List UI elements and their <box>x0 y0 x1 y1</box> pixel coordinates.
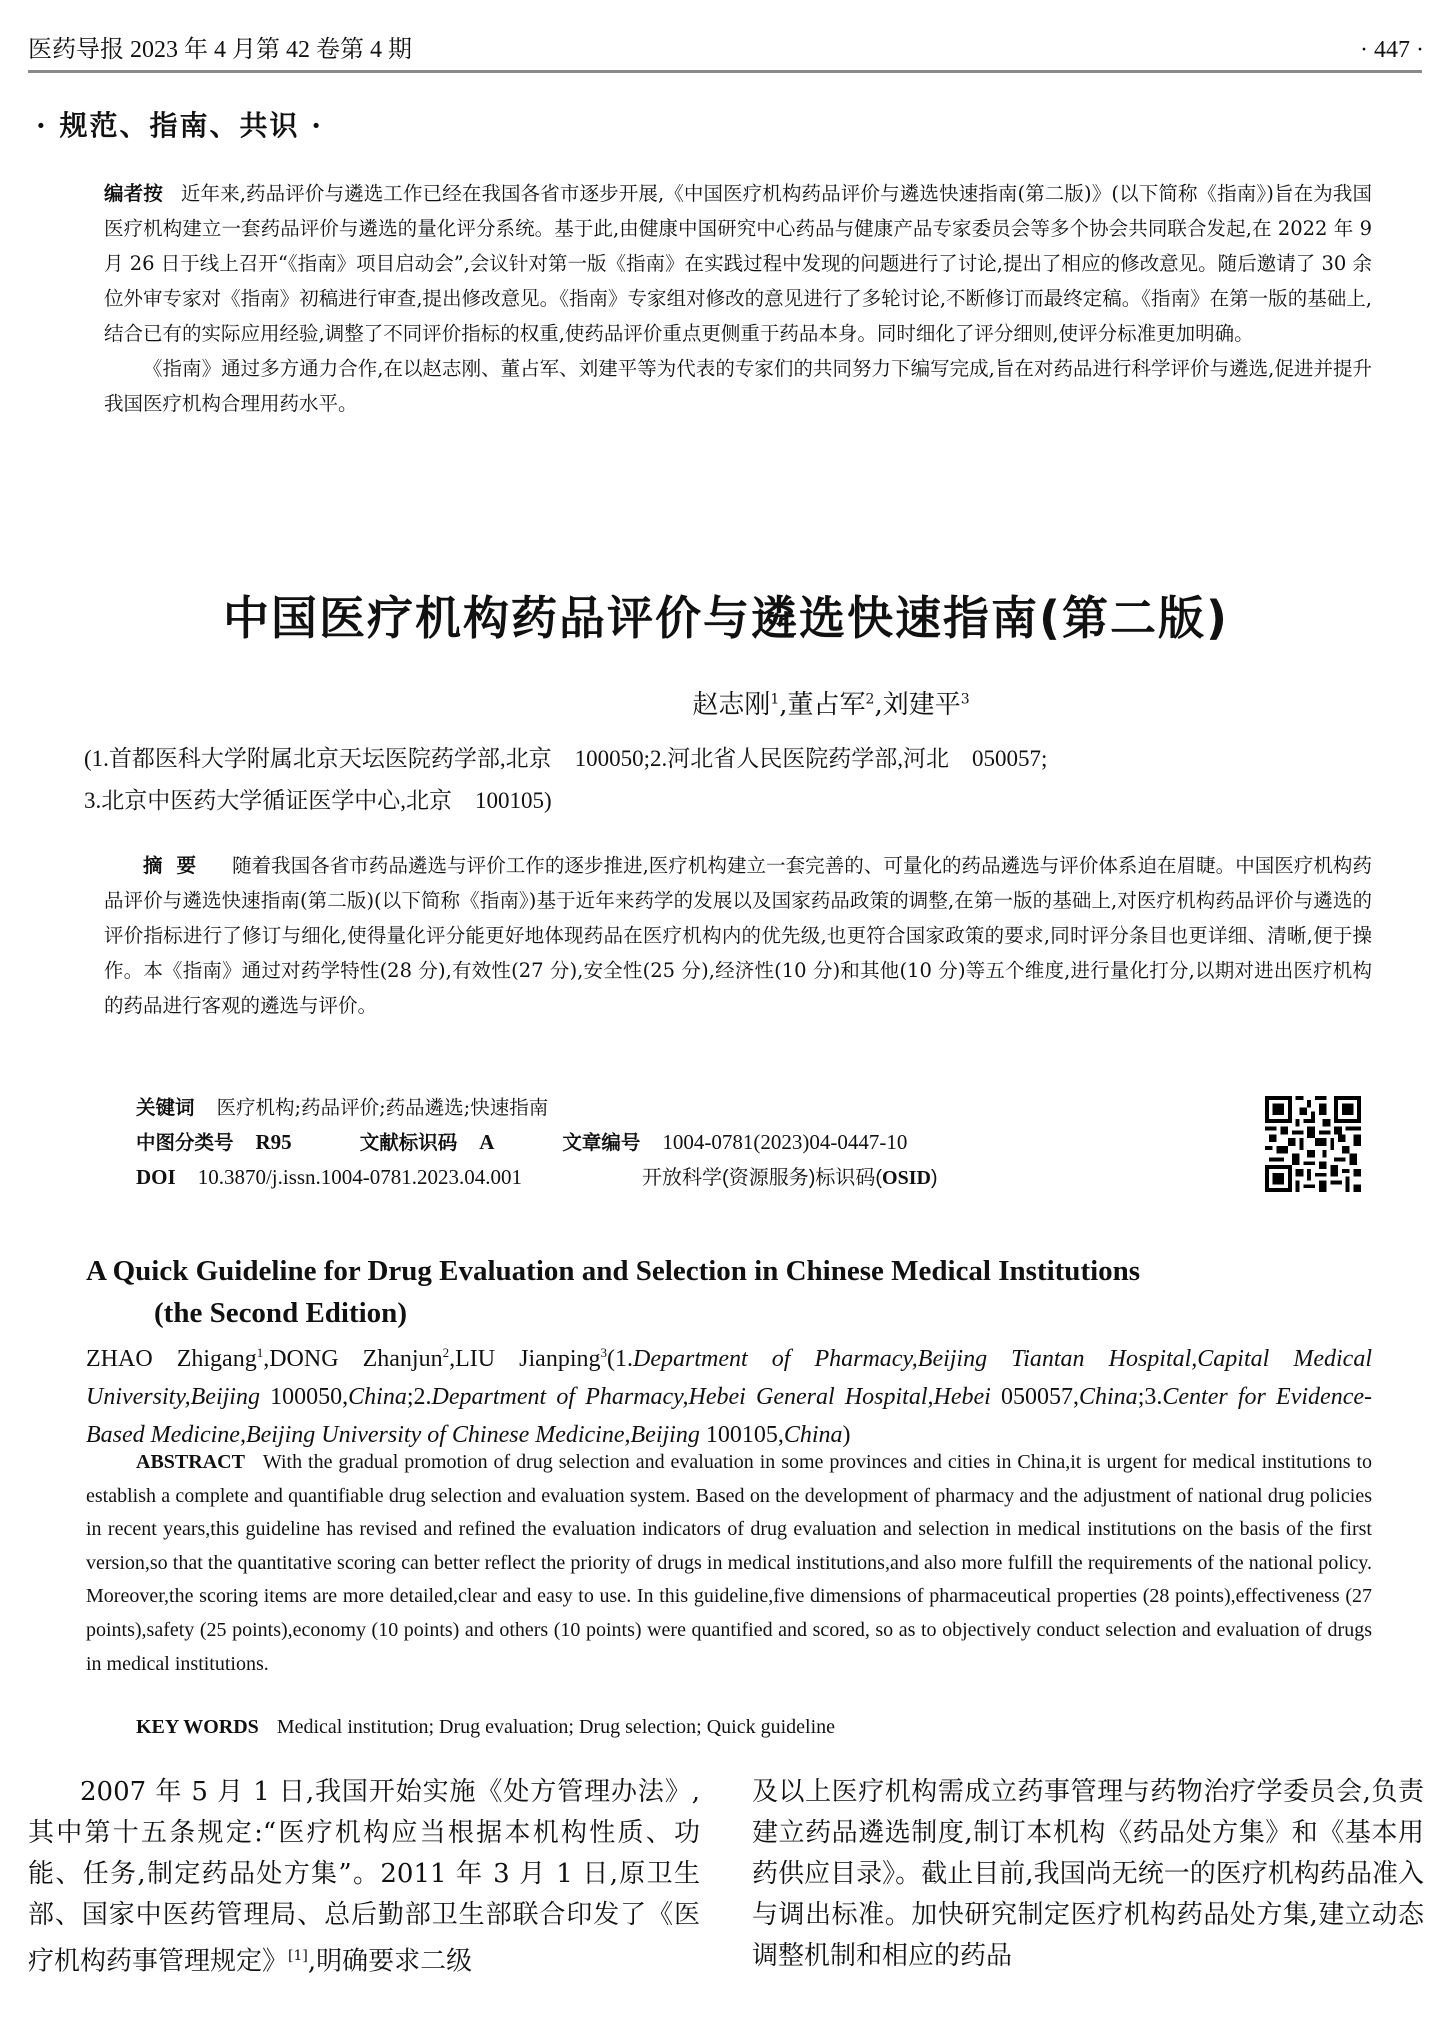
author: 赵志刚 <box>692 690 771 720</box>
zip: 100050, <box>259 1384 349 1410</box>
affiliations-cn <box>84 738 1372 822</box>
author-sup: 1 <box>256 1345 264 1360</box>
affiliation-en: Center for Evidence-Based Medicine,Beijing University of Chinese Medicine,Beijing <box>86 1384 1372 1448</box>
qr-code-icon[interactable] <box>1265 1096 1361 1192</box>
sep: ;2. <box>406 1384 432 1410</box>
citation-ref[interactable]: [1] <box>288 1948 308 1964</box>
zip: 050057, <box>990 1384 1079 1410</box>
journal-issue: 医药导报 2023 年 4 月第 42 卷第 4 期 <box>28 37 412 63</box>
osid-label <box>642 1161 938 1196</box>
body-paragraph: 及以上医疗机构需成立药事管理与药物治疗学委员会,负责建立药品遴选制度,制订本机构《药品处方集》和《基本用药供应目录》。截止目前,我国尚无统一的医疗机构药品准入与调出标准。加快研究制定医疗机构药品处方集,建立动态调整机制和相应的药品 <box>752 1777 1424 1971</box>
article-no-value: 1004-0781(2023)04-0447-10 <box>662 1130 908 1154</box>
keywords-en-label: KEY WORDS <box>136 1716 259 1738</box>
clc-label: 中图分类号 <box>136 1131 234 1154</box>
osid-text: 开放科学(资源服务)标识码( <box>642 1167 883 1189</box>
body-column-left <box>28 1772 700 1983</box>
editor-note-label: 编者按 <box>104 182 163 205</box>
keywords-en <box>136 1716 1372 1739</box>
abstract-en <box>86 1446 1372 1681</box>
title-en-line2: (the Second Edition) <box>154 1297 407 1329</box>
clc-value: R95 <box>255 1130 292 1154</box>
doi-link[interactable]: 10.3870/j.issn.1004-0781.2023.04.001 <box>197 1165 523 1189</box>
abstract-cn-label: 摘要 <box>143 854 211 877</box>
article-meta <box>136 1090 938 1196</box>
page-number: · 447 · <box>1360 37 1424 63</box>
section-tag: · 规范、指南、共识 · <box>36 109 323 142</box>
running-header <box>28 22 1424 64</box>
author-sup: 3 <box>960 691 970 708</box>
affiliation-en: Department of Pharmacy,Hebei General Hospital,Hebei <box>431 1384 991 1410</box>
affil-open: (1. <box>607 1346 633 1372</box>
abstract-cn <box>104 848 1372 1023</box>
page-title-cn: 中国医疗机构药品评价与遴选快速指南(第二版) <box>222 591 1230 645</box>
authors-en <box>86 1334 1372 1454</box>
country: China <box>783 1422 843 1448</box>
author-sup: 1 <box>770 691 780 708</box>
country: China <box>348 1384 407 1410</box>
page-title-en <box>86 1250 1392 1334</box>
keywords-en-text: Medical institution; Drug evaluation; Drug selection; Quick guideline <box>276 1716 836 1738</box>
doc-code-value: A <box>479 1130 495 1154</box>
country: China <box>1079 1384 1138 1410</box>
body-paragraph: 2007 年 5 月 1 日,我国开始实施《处方管理办法》,其中第十五条规定:“医疗机构应当根据本机构性质、功能、任务,制定药品处方集”。2011 年 3 月 1 日,原卫生部、国家中医药管理局、总后勤部卫生部联合印发了《医疗机构药事管理规定》 <box>28 1777 700 1977</box>
abstract-en-text: With the gradual promotion of drug selection and evaluation in some provinces and cities in China,it is urgent for medical institutions to establish a complete and quantifiable drug selection and evaluation system. Based on the development of pharmacy and the adjustment of national drug policies in recent years,this guideline has revised and refined the evaluation indicators of drug evaluation and selection in medical institutions on the basis of the first version,so that the quantitative scoring can better reflect the priority of drugs in medical institutions,and also more fulfill the requirements of the national policy. Moreover,the scoring items are more detailed,clear and easy to use. In this guideline,five dimensions of pharmaceutical properties (28 points),effectiveness (27 points),safety (25 points),economy (10 points) and others (10 points) were quantified and scored, so as to objectively conduct selection and evaluation of drugs in medical institutions. <box>86 1451 1372 1675</box>
author-sup: 3 <box>600 1345 607 1360</box>
author-sup: 2 <box>442 1345 450 1360</box>
editor-note <box>104 176 1372 421</box>
author: 董占军 <box>787 690 866 720</box>
title-en-line1: A Quick Guideline for Drug Evaluation and Selection in Chinese Medical Institutions <box>86 1255 1141 1287</box>
zip: 100105, <box>699 1422 784 1448</box>
affiliation-en: Department of Pharmacy,Beijing Tiantan Hospital,Capital Medical University,Beijing <box>86 1346 1373 1410</box>
author-en: ZHAO Zhigang <box>86 1346 257 1372</box>
author-en: ,LIU Jianping <box>449 1346 601 1372</box>
abstract-en-label: ABSTRACT <box>136 1451 245 1473</box>
affiliation-line: 3.北京中医药大学循证医学中心,北京 100105) <box>84 788 552 813</box>
header-rule <box>28 70 1422 73</box>
osid-close: ) <box>930 1167 938 1189</box>
author-en: ,DONG Zhanjun <box>263 1346 443 1372</box>
doi-label: DOI <box>136 1165 176 1189</box>
affiliation-line: (1.首都医科大学附属北京天坛医院药学部,北京 100050;2.河北省人民医院药学部,河北 050057; <box>84 746 1048 771</box>
body-paragraph-cont: ,明确要求二级 <box>307 1946 473 1977</box>
authors-cn: 赵志刚$^1$,董占军$^2$,刘建平$^3$ <box>692 690 970 720</box>
article-no-label: 文章编号 <box>562 1131 641 1154</box>
affil-close: ) <box>842 1422 851 1448</box>
author: 刘建平 <box>882 690 961 720</box>
editor-note-para1: 近年来,药品评价与遴选工作已经在我国各省市逐步开展,《中国医疗机构药品评价与遴选快速指南(第二版)》(以下简称《指南》)旨在为我国医疗机构建立一套药品评价与遴选的量化评分系统。基于此,由健康中国研究中心药品与健康产品专家委员会等多个协会共同联合发起,在 2022 年 9 月 26 日于线上召开“《指南》项目启动会”,会议针对第一版《指南》在实践过程中发现的问题进行了讨论,提出了相应的修改意见。随后邀请了 30 余位外审专家对《指南》初稿进行审查,提出修改意见。《指南》专家组对修改的意见进行了多轮讨论,不断修订而最终定稿。《指南》在第一版的基础上,结合已有的实际应用经验,调整了不同评价指标的权重,使药品评价重点更侧重于药品本身。同时细化了评分细则,使评分标准更加明确。 <box>104 182 1372 345</box>
body-text <box>28 1772 1424 1983</box>
abstract-cn-text: 随着我国各省市药品遴选与评价工作的逐步推进,医疗机构建立一套完善的、可量化的药品遴选与评价体系迫在眉睫。中国医疗机构药品评价与遴选快速指南(第二版)(以下简称《指南》)基于近年来药学的发展以及国家药品政策的调整,在第一版的基础上,对医疗机构药品评价与遴选的评价指标进行了修订与细化,使得量化评分能更好地体现药品在医疗机构内的优先级,也更符合国家政策的要求,同时评分条目也更详细、清晰,便于操作。本《指南》通过对药学特性(28 分),有效性(27 分),安全性(25 分),经济性(10 分)和其他(10 分)等五个维度,进行量化打分,以期对进出医疗机构的药品进行客观的遴选与评价。 <box>104 854 1372 1017</box>
sep: ;3. <box>1137 1384 1163 1410</box>
body-column-right <box>752 1772 1424 1983</box>
osid-code: OSID <box>882 1167 931 1189</box>
editor-note-para2: 《指南》通过多方通力合作,在以赵志刚、董占军、刘建平等为代表的专家们的共同努力下编写完成,旨在对药品进行科学评价与遴选,促进并提升我国医疗机构合理用药水平。 <box>104 357 1372 415</box>
doc-code-label: 文献标识码 <box>359 1131 458 1154</box>
keywords-value: 医疗机构;药品评价;药品遴选;快速指南 <box>216 1096 549 1119</box>
keywords-label: 关键词 <box>136 1096 195 1119</box>
author-sup: 2 <box>865 691 875 708</box>
